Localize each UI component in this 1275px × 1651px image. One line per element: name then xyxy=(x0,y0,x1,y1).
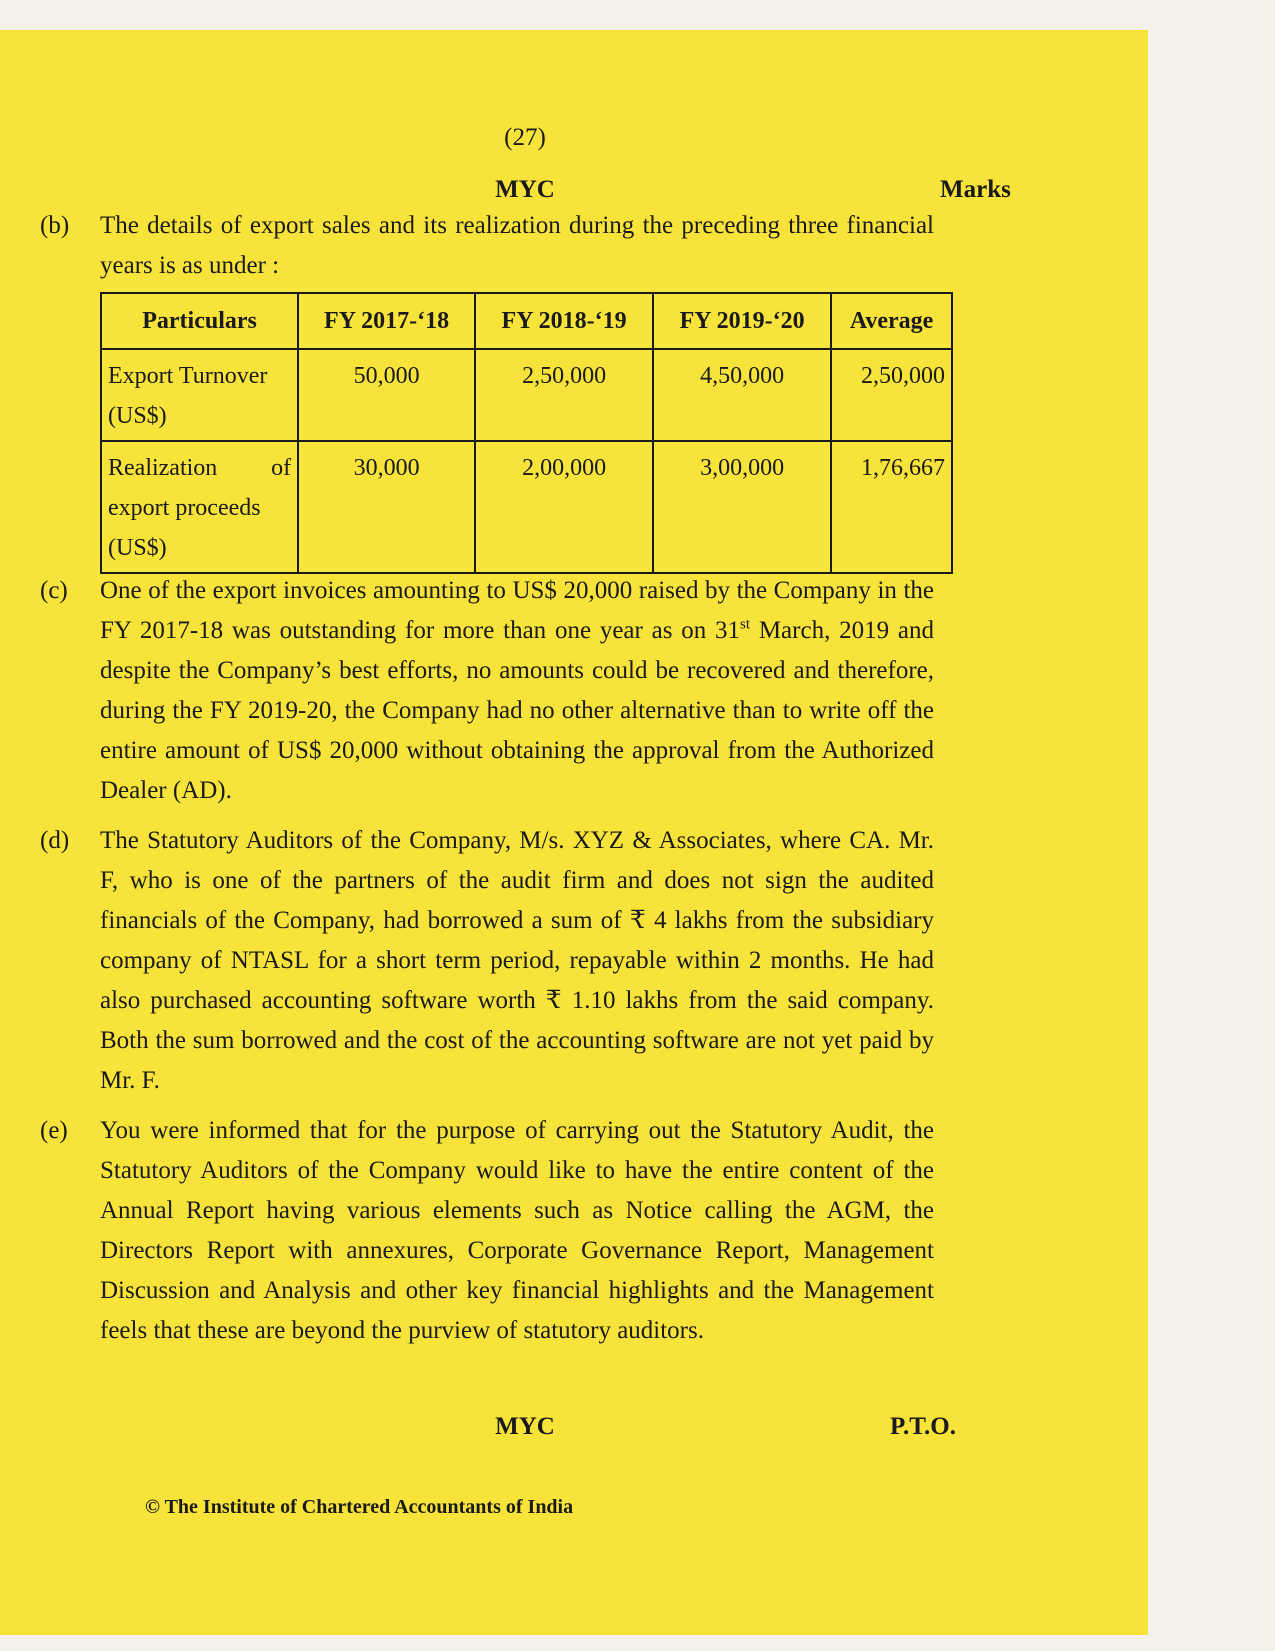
table-header-row xyxy=(101,293,952,349)
table-cell: 2,00,000 xyxy=(475,441,653,573)
item-text-part: One of the export invoices amounting to US$ 20,000 raised by the Company in the FY 2017-18 was outstanding for more than one year as on 31 xyxy=(100,577,934,644)
label-line: Realization of xyxy=(108,455,292,481)
label-line: Export Turnover xyxy=(108,363,268,389)
item-label: (c) xyxy=(40,577,68,604)
table-cell: 2,50,000 xyxy=(475,349,653,441)
label-line: export proceeds xyxy=(108,495,261,521)
item-label: (d) xyxy=(40,827,70,854)
item-label: (b) xyxy=(40,212,70,239)
item-text-part: March, 2019 and despite the Company’s best efforts, no amounts could be recovered and therefore, during the FY 2019-20, the Company had no other alternative than to write off the entire amount of US$ 20,000 without obtaining the approval from the Authorized Dealer (AD). xyxy=(100,617,934,804)
item-label: (e) xyxy=(40,1117,68,1144)
pto-label: P.T.O. xyxy=(890,1413,956,1440)
copyright-notice: © The Institute of Chartered Accountants of India xyxy=(145,1496,574,1518)
label-line: (US$) xyxy=(108,535,167,561)
page-number: (27) xyxy=(504,124,546,151)
table-row xyxy=(101,441,952,573)
table-header-cell: Average xyxy=(831,293,952,349)
ordinal-suffix: st xyxy=(740,616,751,633)
header-code: MYC xyxy=(495,176,555,203)
item-text: The Statutory Auditors of the Company, M/s. XYZ & Associates, where CA. Mr. F, who is one of the partners of the audit firm and does not sign the audited financials of the Company, had borrowed a sum of ₹ 4 lakhs from the subsidiary company of NTASL for a short term period, repayable within 2 months. He had also purchased accounting software worth ₹ 1.10 lakhs from the said company. Both the sum borrowed and the cost of the accounting software are not yet paid by Mr. F. xyxy=(100,827,934,1094)
table-header-cell: FY 2018-‘19 xyxy=(475,293,653,349)
table-header-cell: Particulars xyxy=(101,293,298,349)
table-row-label xyxy=(101,349,298,441)
table-cell: 30,000 xyxy=(298,441,475,573)
table-cell: 4,50,000 xyxy=(653,349,831,441)
table-row-label xyxy=(101,441,298,573)
item-text: You were informed that for the purpose of carrying out the Statutory Audit, the Statutory Auditors of the Company would like to have the entire content of the Annual Report having various elements such as Notice calling the AGM, the Directors Report with annexures, Corporate Governance Report, Management Discussion and Analysis and other key financial highlights and the Management feels that these are beyond the purview of statutory auditors. xyxy=(100,1117,934,1344)
table-cell: 1,76,667 xyxy=(831,441,952,573)
item-text xyxy=(100,571,934,811)
table-cell: 3,00,000 xyxy=(653,441,831,573)
marks-column-label: Marks xyxy=(940,176,1011,203)
table-row xyxy=(101,349,952,441)
table-header-cell: FY 2019-‘20 xyxy=(653,293,831,349)
label-line: (US$) xyxy=(108,403,167,429)
item-text: The details of export sales and its realization during the preceding three financial years is as under : xyxy=(100,212,934,279)
table-header-cell: FY 2017-‘18 xyxy=(298,293,475,349)
footer-code: MYC xyxy=(495,1413,555,1440)
table-cell: 50,000 xyxy=(298,349,475,441)
table-cell: 2,50,000 xyxy=(831,349,952,441)
export-sales-table xyxy=(100,292,953,574)
